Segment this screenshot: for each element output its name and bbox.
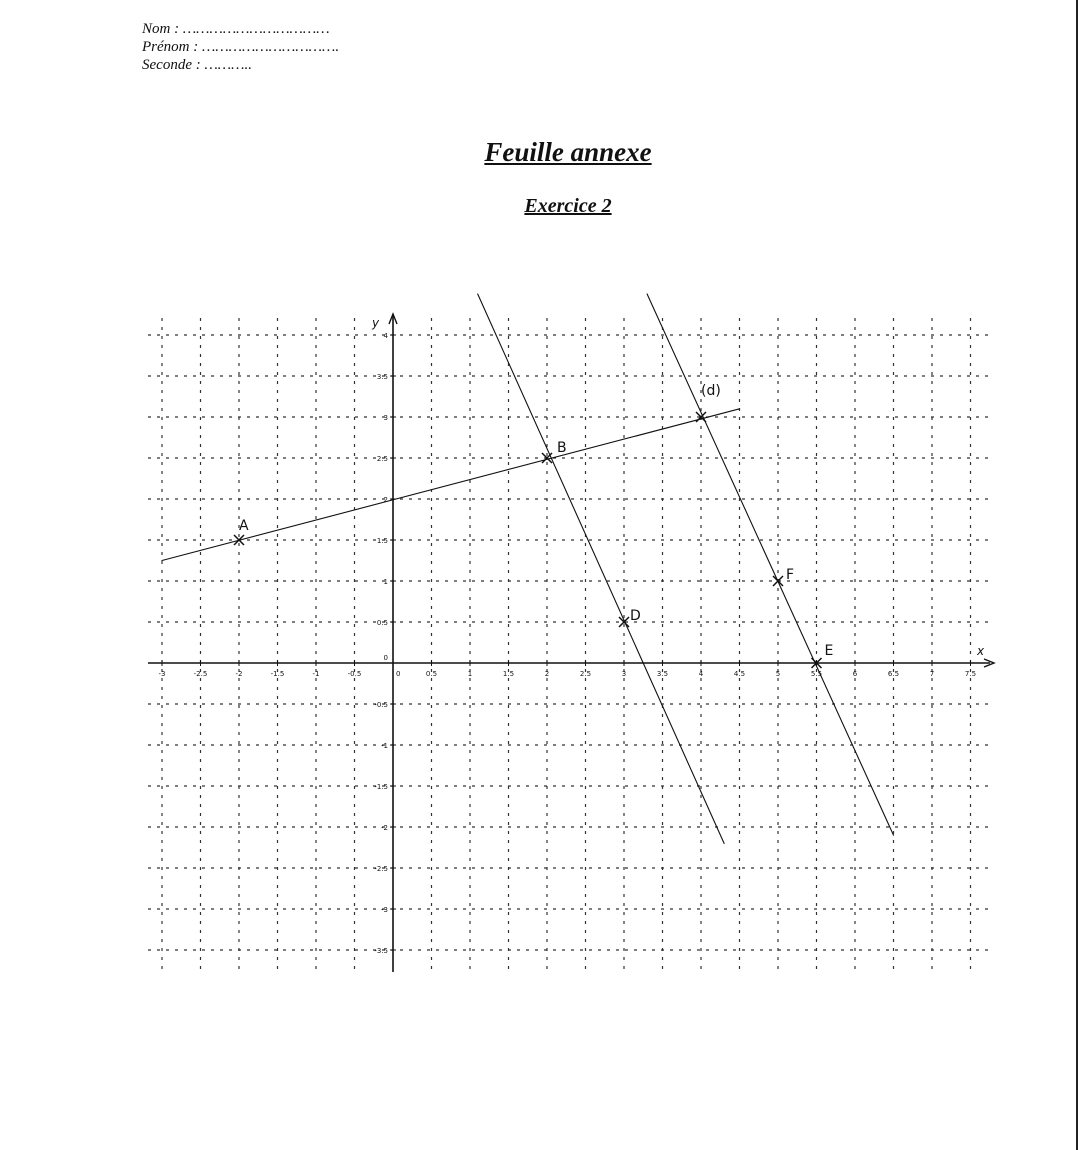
y-tick-label: -1: [381, 742, 388, 750]
x-tick-label: -0.5: [347, 670, 362, 678]
x-tick-label: -2: [235, 670, 243, 678]
x-tick-label: 4.5: [733, 670, 746, 678]
x-tick-label: 7: [929, 670, 935, 678]
x-tick-label: 5.5: [810, 670, 823, 678]
prenom-field: Prénom : ………………………….: [142, 39, 340, 55]
y-tick-label: 3: [383, 414, 388, 422]
y-tick-label: 1: [383, 578, 388, 586]
x-tick-label: 3.5: [656, 670, 669, 678]
point-label: (d): [701, 383, 721, 399]
y-tick-label: -2.5: [374, 865, 388, 873]
drawn-line: [162, 409, 740, 561]
x-tick-label: 6: [852, 670, 858, 678]
x-tick-label: 0: [396, 670, 401, 678]
x-tick-label: 0.5: [425, 670, 438, 678]
x-tick-label: -3: [158, 670, 166, 678]
point-label: A: [239, 518, 249, 534]
x-axis-label: x: [977, 644, 985, 658]
point-label: F: [786, 567, 795, 583]
x-tick-label: 1.5: [502, 670, 515, 678]
x-tick-label: 4: [698, 670, 704, 678]
x-tick-label: 2: [544, 670, 550, 678]
y-tick-label: 3.5: [376, 373, 388, 381]
y-tick-label: -3.5: [374, 947, 388, 955]
points: [234, 383, 833, 668]
x-tick-label: -1.5: [270, 670, 285, 678]
y-axis-label: y: [372, 316, 380, 330]
y-tick-label: -3: [381, 906, 388, 914]
point-label: E: [824, 643, 834, 659]
x-tick-label: 7.5: [964, 670, 977, 678]
grid: [148, 318, 992, 972]
y-tick-label: 4: [383, 332, 388, 340]
y-tick-label: 2: [383, 496, 388, 504]
y-tick-label: 0.5: [376, 619, 388, 627]
x-tick-label: 6.5: [887, 670, 900, 678]
x-tick-label: -1: [312, 670, 320, 678]
seconde-field: Seconde : ………..: [142, 57, 252, 73]
y-tick-label: -1.5: [374, 783, 388, 791]
page-title: Feuille annexe: [484, 137, 652, 167]
axes: [148, 314, 994, 972]
y-tick-label: 0: [383, 654, 388, 662]
tick-labels: [159, 332, 977, 955]
x-tick-label: 2.5: [579, 670, 592, 678]
point-label: B: [557, 440, 567, 456]
y-tick-label: -2: [381, 824, 388, 832]
y-tick-label: -0.5: [374, 701, 388, 709]
y-tick-label: 1.5: [376, 537, 388, 545]
x-tick-label: -2.5: [193, 670, 208, 678]
x-tick-label: 3: [621, 670, 627, 678]
point-marker: [773, 576, 783, 586]
point-label: D: [630, 608, 641, 624]
nom-field: Nom : ……………………………: [142, 21, 330, 37]
x-tick-label: 1: [467, 670, 473, 678]
x-tick-label: 5: [775, 670, 781, 678]
exercise-title: Exercice 2: [524, 195, 612, 217]
y-tick-label: 2.5: [376, 455, 388, 463]
